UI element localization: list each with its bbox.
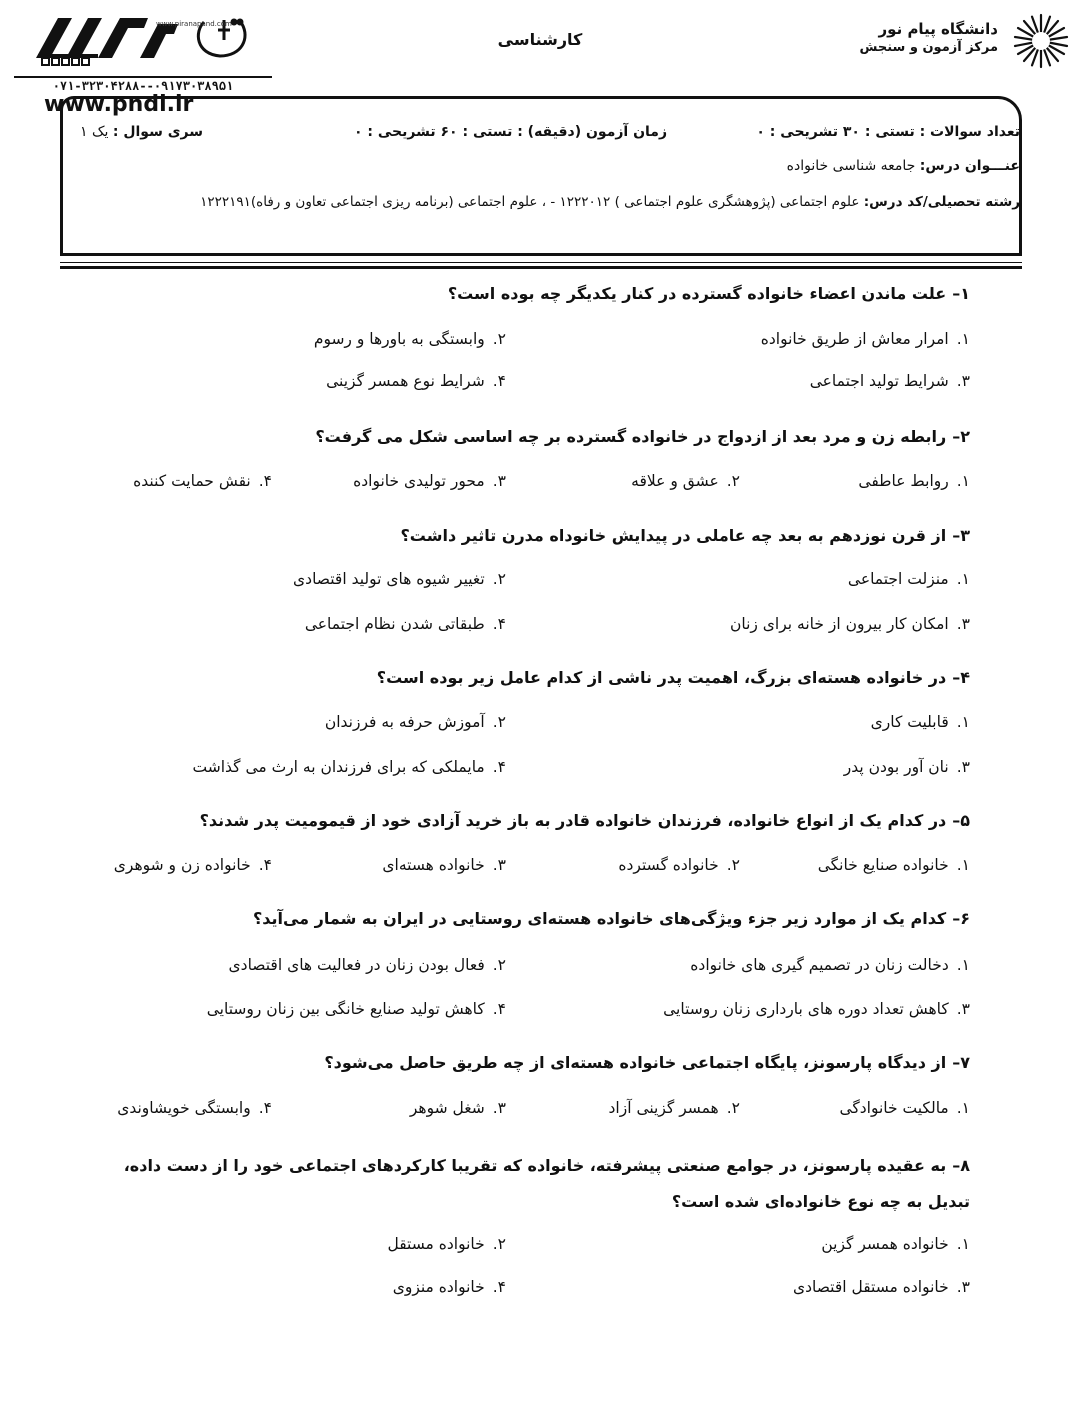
degree-title: کارشناسی (497, 30, 583, 49)
option-number: ۳. (492, 1099, 506, 1117)
option-text: طبقاتی شدن نظام اجتماعی (304, 615, 485, 633)
q3-option-2 (293, 570, 506, 588)
option-number: ۲. (492, 570, 506, 588)
course-title-value: جامعه شناسی خانواده (786, 158, 916, 174)
question-8 (90, 1148, 970, 1220)
q8-option-2 (387, 1235, 506, 1253)
q5-option-2 (618, 856, 740, 874)
course-title (787, 158, 1020, 174)
q6-option-3 (663, 1000, 970, 1018)
option-text: امرار معاش از طریق خانواده (760, 330, 949, 348)
q4-option-1 (871, 713, 970, 731)
q5-option-1 (818, 856, 970, 874)
option-number: ۲. (492, 713, 506, 731)
option-text: شرایط تولید اجتماعی (809, 372, 949, 390)
option-text: نقش حمایت کننده (133, 472, 251, 490)
question-7-number: ۷– (952, 1053, 970, 1072)
option-text: کاهش تولید صنایع خانگی بین زنان روستایی (206, 1000, 485, 1018)
series-value: یک ۱ (80, 124, 109, 140)
option-text: قابلیت کاری (870, 713, 949, 731)
brand-url: www.pndl.ir (44, 92, 194, 117)
option-number: ۲. (492, 956, 506, 974)
option-text: تغییر شیوه های تولید اقتصادی (293, 570, 485, 588)
q1-option-2 (314, 330, 506, 348)
q4-option-2 (325, 713, 506, 731)
option-number: ۱. (956, 1235, 970, 1253)
question-8-text: به عقیده پارسونز، در جوامع صنعتی پیشرفته، خانواده که تقریبا کارکردهای اجتماعی خود را از دست داده، تبدیل به چه نوع خانواده‌ای شده است؟ (123, 1156, 970, 1211)
q3-option-3 (730, 615, 970, 633)
q6-option-1 (690, 956, 970, 974)
option-text: خانواده همسر گزین (821, 1235, 949, 1253)
option-number: ۴. (492, 1278, 506, 1296)
question-2-text: رابطه زن و مرد بعد از ازدواج در خانواده گسترده بر چه اساسی شکل می گرفت؟ (315, 427, 947, 446)
question-7-text: از دیدگاه پارسونز، پایگاه اجتماعی خانواده هسته‌ای از چه طریق حاصل می‌شود؟ (324, 1053, 947, 1072)
question-8-number: ۸– (952, 1156, 970, 1175)
q8-option-4 (393, 1278, 506, 1296)
option-text: آموزش حرفه به فرزندان (324, 713, 485, 731)
q8-option-3 (793, 1278, 970, 1296)
question-2-number: ۲– (952, 427, 970, 446)
option-number: ۳. (956, 615, 970, 633)
option-number: ۴. (492, 758, 506, 776)
university-name-line2: مرکز آزمون و سنجش (859, 40, 998, 55)
questions-count (756, 124, 1020, 140)
option-number: ۳. (492, 856, 506, 874)
option-text: خانواده گسترده (618, 856, 719, 874)
q3-option-4 (305, 615, 506, 633)
question-2 (315, 427, 970, 446)
option-number: ۴. (258, 856, 272, 874)
question-6 (253, 909, 970, 928)
option-text: خانواده زن و شوهری (113, 856, 251, 874)
option-text: خانواده صنایع خانگی (817, 856, 949, 874)
q1-option-4 (326, 372, 506, 390)
question-6-number: ۶– (952, 909, 970, 928)
option-text: خانواده مستقل اقتصادی (792, 1278, 949, 1296)
question-6-text: کدام یک از موارد زیر جزء ویژگی‌های خانواده هسته‌ای روستایی در ایران به شمار می‌آید؟ (252, 909, 947, 928)
option-number: ۳. (956, 758, 970, 776)
option-number: ۴. (258, 1099, 272, 1117)
option-text: شغل شوهر (409, 1099, 485, 1117)
option-number: ۳. (956, 1000, 970, 1018)
q7-option-1 (839, 1099, 970, 1117)
university-name-line1: دانشگاه پیام نور (878, 20, 998, 38)
question-7 (324, 1053, 970, 1072)
question-3-number: ۳– (952, 526, 970, 545)
option-text: منزلت اجتماعی (847, 570, 949, 588)
q4-option-3 (844, 758, 970, 776)
question-1-text: علت ماندن اعضاء خانواده گسترده در کنار یکدیگر چه بوده است؟ (447, 284, 947, 303)
option-text: دخالت زنان در تصمیم گیری های خانواده (690, 956, 949, 974)
q2-option-1 (858, 472, 970, 490)
q2-option-2 (631, 472, 740, 490)
option-number: ۲. (726, 1099, 740, 1117)
option-number: ۴. (258, 472, 272, 490)
series-label: سری سوال : (112, 124, 204, 140)
field-value: علوم اجتماعی (پژوهشگری علوم اجتماعی ) ۱۲۲۲۰۱۲ - ، علوم اجتماعی (برنامه ریزی اجتماعی تعاون و رفاه)۱۲۲۲۱۹۱ (200, 194, 860, 210)
exam-time (354, 124, 667, 140)
field-of-study (200, 194, 1020, 210)
option-number: ۲. (492, 1235, 506, 1253)
exam-info-box (60, 96, 1022, 256)
option-text: عشق و علاقه (631, 472, 719, 490)
q2-option-3 (353, 472, 506, 490)
option-number: ۱. (956, 956, 970, 974)
q4-option-4 (192, 758, 506, 776)
option-text: شرایط نوع همسر گزینی (326, 372, 485, 390)
q6-option-2 (229, 956, 506, 974)
question-4 (377, 668, 970, 687)
option-text: خانواده هسته‌ای (382, 856, 485, 874)
q5-option-4 (114, 856, 272, 874)
question-3 (401, 526, 970, 545)
q7-option-2 (609, 1099, 740, 1117)
brand-phones: ۰۷۱-۳۲۳۰۴۲۸۸--۰۹۱۷۳۰۳۸۹۵۱ (14, 76, 272, 93)
option-number: ۱. (956, 472, 970, 490)
brand-site-small: www.piranapand.com (156, 20, 232, 28)
q2-option-4 (133, 472, 272, 490)
q1-option-1 (761, 330, 970, 348)
q8-option-1 (821, 1235, 970, 1253)
course-title-label: عنـــوان درس: (919, 158, 1020, 174)
option-number: ۳. (492, 472, 506, 490)
q5-option-3 (382, 856, 506, 874)
university-logo-icon (1012, 12, 1070, 70)
question-5-text: در کدام یک از انواع خانواده، فرزندان خانواده قادر به باز خرید آزادی خود از قیمومیت پدر شدند؟ (199, 811, 947, 830)
option-number: ۴. (492, 1000, 506, 1018)
university-name (859, 20, 998, 55)
option-text: خانواده منزوی (392, 1278, 485, 1296)
question-5 (200, 811, 970, 830)
field-label: رشته تحصیلی/کد درس: (863, 194, 1020, 210)
option-text: خانواده مستقل (387, 1235, 485, 1253)
option-number: ۳. (956, 1278, 970, 1296)
question-3-text: از قرن نوزدهم به بعد چه عاملی در پیدایش خانوداه مدرن تاثیر داشت؟ (400, 526, 947, 545)
q7-option-4 (117, 1099, 272, 1117)
option-text: وابستگی به باورها و رسوم (313, 330, 485, 348)
question-1-number: ۱– (952, 284, 970, 303)
questions-count-text: تعداد سوالات : تستی : ۳۰ تشریحی : ۰ (756, 124, 1020, 140)
option-text: فعال بودن زنان در فعالیت های اقتصادی (228, 956, 485, 974)
brand-logo-icon (28, 10, 264, 68)
option-text: محور تولیدی خانواده (353, 472, 485, 490)
q6-option-4 (207, 1000, 506, 1018)
option-text: کاهش تعداد دوره های بارداری زنان روستایی (663, 1000, 949, 1018)
q3-option-1 (848, 570, 970, 588)
exam-time-text: زمان آزمون (دقیقه) : تستی : ۶۰ تشریحی : ۰ (354, 124, 668, 140)
option-text: نان آور بودن پدر (843, 758, 949, 776)
option-text: وابستگی خویشاوندی (117, 1099, 251, 1117)
option-number: ۴. (492, 615, 506, 633)
option-number: ۱. (956, 570, 970, 588)
option-number: ۱. (956, 1099, 970, 1117)
question-5-number: ۵– (952, 811, 970, 830)
option-text: همسر گزینی آزاد (608, 1099, 719, 1117)
question-4-number: ۴– (952, 668, 970, 687)
option-number: ۱. (956, 330, 970, 348)
q1-option-3 (810, 372, 970, 390)
option-number: ۱. (956, 856, 970, 874)
option-number: ۲. (726, 472, 740, 490)
question-1 (448, 284, 970, 303)
option-number: ۳. (956, 372, 970, 390)
question-series (80, 124, 203, 140)
header-divider (60, 262, 1022, 269)
option-number: ۲. (492, 330, 506, 348)
option-text: امکان کار بیرون از خانه برای زنان (729, 615, 949, 633)
option-number: ۱. (956, 713, 970, 731)
option-text: روابط عاطفی (858, 472, 949, 490)
q7-option-3 (410, 1099, 506, 1117)
option-number: ۴. (492, 372, 506, 390)
option-text: مایملکی که برای فرزندان به ارث می گذاشت (192, 758, 485, 776)
option-text: مالکیت خانوادگی (839, 1099, 949, 1117)
question-4-text: در خانواده هسته‌ای بزرگ، اهمیت پدر ناشی از کدام عامل زیر بوده است؟ (376, 668, 947, 687)
option-number: ۲. (726, 856, 740, 874)
